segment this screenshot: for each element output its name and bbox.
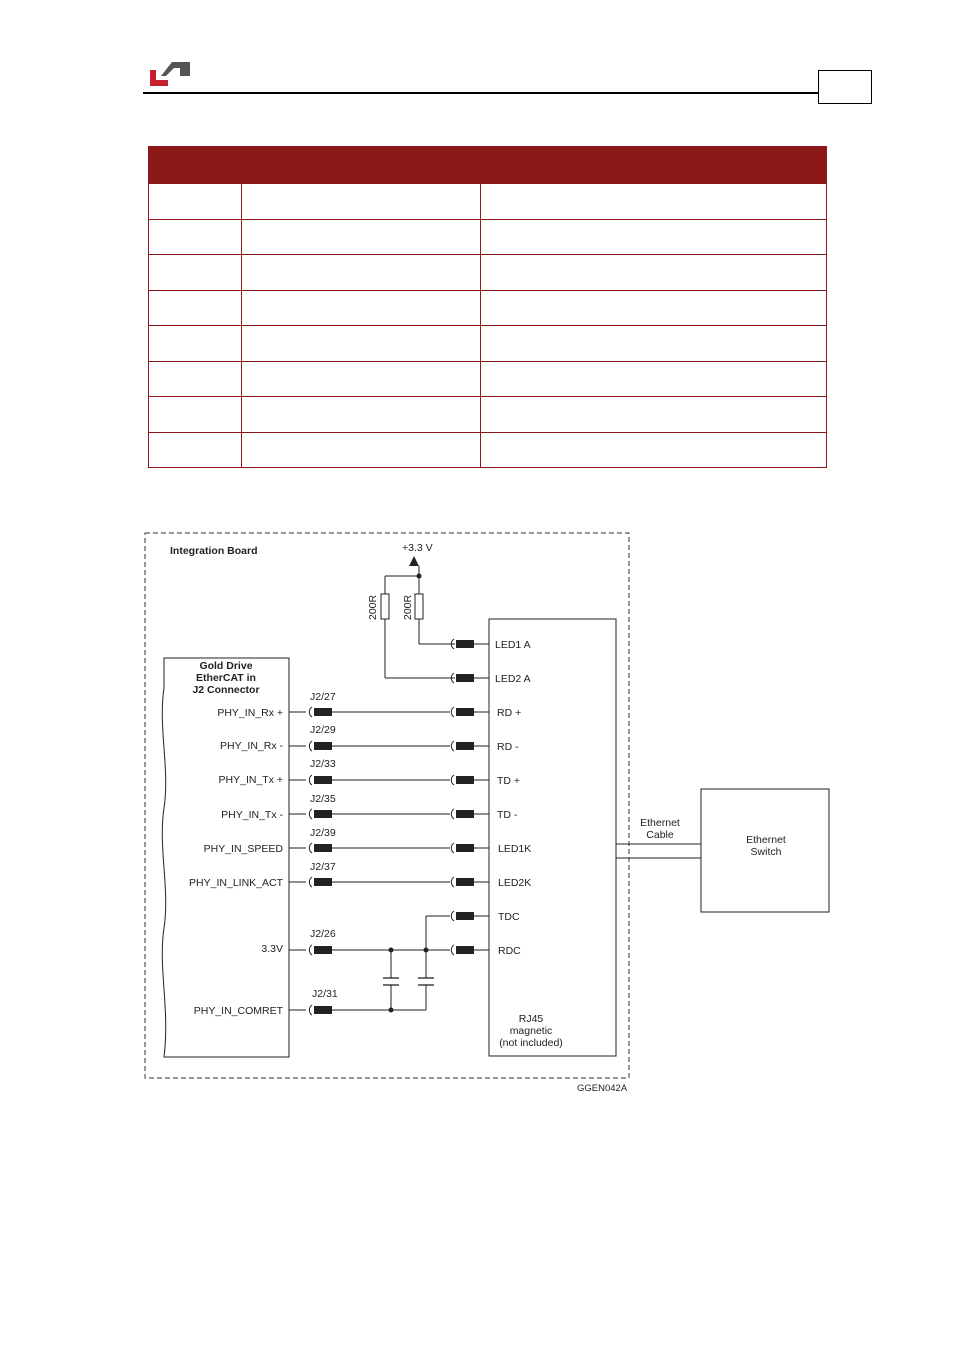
- resistor-200r-left: [381, 594, 389, 619]
- integration-board-label: Integration Board: [170, 545, 258, 557]
- svg-text:J2/31: J2/31: [312, 988, 338, 1000]
- svg-text:J2/39: J2/39: [310, 827, 336, 839]
- svg-text:J2/29: J2/29: [310, 724, 336, 736]
- svg-text:J2/35: J2/35: [310, 793, 336, 805]
- drive-title-line: EtherCAT in: [196, 672, 256, 684]
- ethernet-wiring-diagram: [140, 528, 840, 1098]
- svg-text:PHY_IN_Rx -: PHY_IN_Rx -: [219, 740, 283, 752]
- capacitor-left: [383, 978, 399, 985]
- svg-text:PHY_IN_LINK_ACT: PHY_IN_LINK_ACT: [189, 877, 283, 889]
- table-header-row: [149, 147, 827, 184]
- switch-label-line: Switch: [750, 846, 782, 858]
- svg-text:TD +: TD +: [497, 775, 521, 787]
- svg-text:J2/37: J2/37: [310, 861, 336, 873]
- svg-text:3.3V: 3.3V: [261, 943, 283, 955]
- svg-text:PHY_IN_COMRET: PHY_IN_COMRET: [193, 1005, 283, 1017]
- resistor-label: 200R: [402, 594, 414, 620]
- table-row: [149, 290, 827, 326]
- company-logo-icon: [148, 58, 190, 88]
- svg-text:LED1K: LED1K: [498, 843, 532, 855]
- drive-title-line: J2 Connector: [192, 684, 260, 696]
- resistor-200r-right: [415, 594, 423, 619]
- table-row: [149, 219, 827, 255]
- svg-text:J2/26: J2/26: [310, 928, 336, 940]
- svg-text:J2/27: J2/27: [310, 691, 336, 703]
- svg-text:TDC: TDC: [498, 911, 520, 923]
- svg-text:RD +: RD +: [497, 707, 522, 719]
- table-row: [149, 397, 827, 433]
- svg-text:PHY_IN_Tx -: PHY_IN_Tx -: [221, 809, 283, 821]
- figure-id: GGEN042A: [577, 1083, 628, 1094]
- resistor-label: 200R: [367, 594, 379, 620]
- svg-text:TD -: TD -: [497, 809, 518, 821]
- svg-text:Ethernet: Ethernet: [640, 817, 680, 829]
- header-rule: [143, 92, 818, 94]
- page-number-box: [818, 70, 872, 104]
- svg-text:PHY_IN_Rx +: PHY_IN_Rx +: [217, 707, 283, 719]
- svg-text:RD -: RD -: [497, 741, 519, 753]
- pinout-table: [148, 146, 827, 468]
- rj45-label-line: RJ45: [518, 1013, 544, 1025]
- junction-dot: [417, 574, 422, 579]
- svg-text:Cable: Cable: [646, 829, 674, 841]
- svg-text:RDC: RDC: [498, 945, 521, 957]
- rj45-pin-tdc: [426, 911, 520, 923]
- svg-text:J2/33: J2/33: [310, 758, 336, 770]
- table-row: [149, 432, 827, 468]
- svg-text:LED1 A: LED1 A: [495, 639, 531, 651]
- table-row: [149, 255, 827, 291]
- drive-title-line: Gold Drive: [199, 660, 253, 672]
- svg-text:PHY_IN_SPEED: PHY_IN_SPEED: [203, 843, 283, 855]
- rj45-label-line: magnetic: [509, 1025, 553, 1037]
- table-row: [149, 361, 827, 397]
- rj45-label-line: (not included): [499, 1037, 563, 1049]
- capacitor-right: [418, 978, 434, 985]
- table-row: [149, 326, 827, 362]
- supply-label: +3.3 V: [402, 542, 433, 554]
- svg-text:PHY_IN_Tx +: PHY_IN_Tx +: [218, 774, 283, 786]
- svg-text:LED2 A: LED2 A: [495, 673, 531, 685]
- table-row: [149, 184, 827, 220]
- supply-arrow-icon: [409, 556, 419, 566]
- switch-label-line: Ethernet: [746, 834, 786, 846]
- svg-text:LED2K: LED2K: [498, 877, 532, 889]
